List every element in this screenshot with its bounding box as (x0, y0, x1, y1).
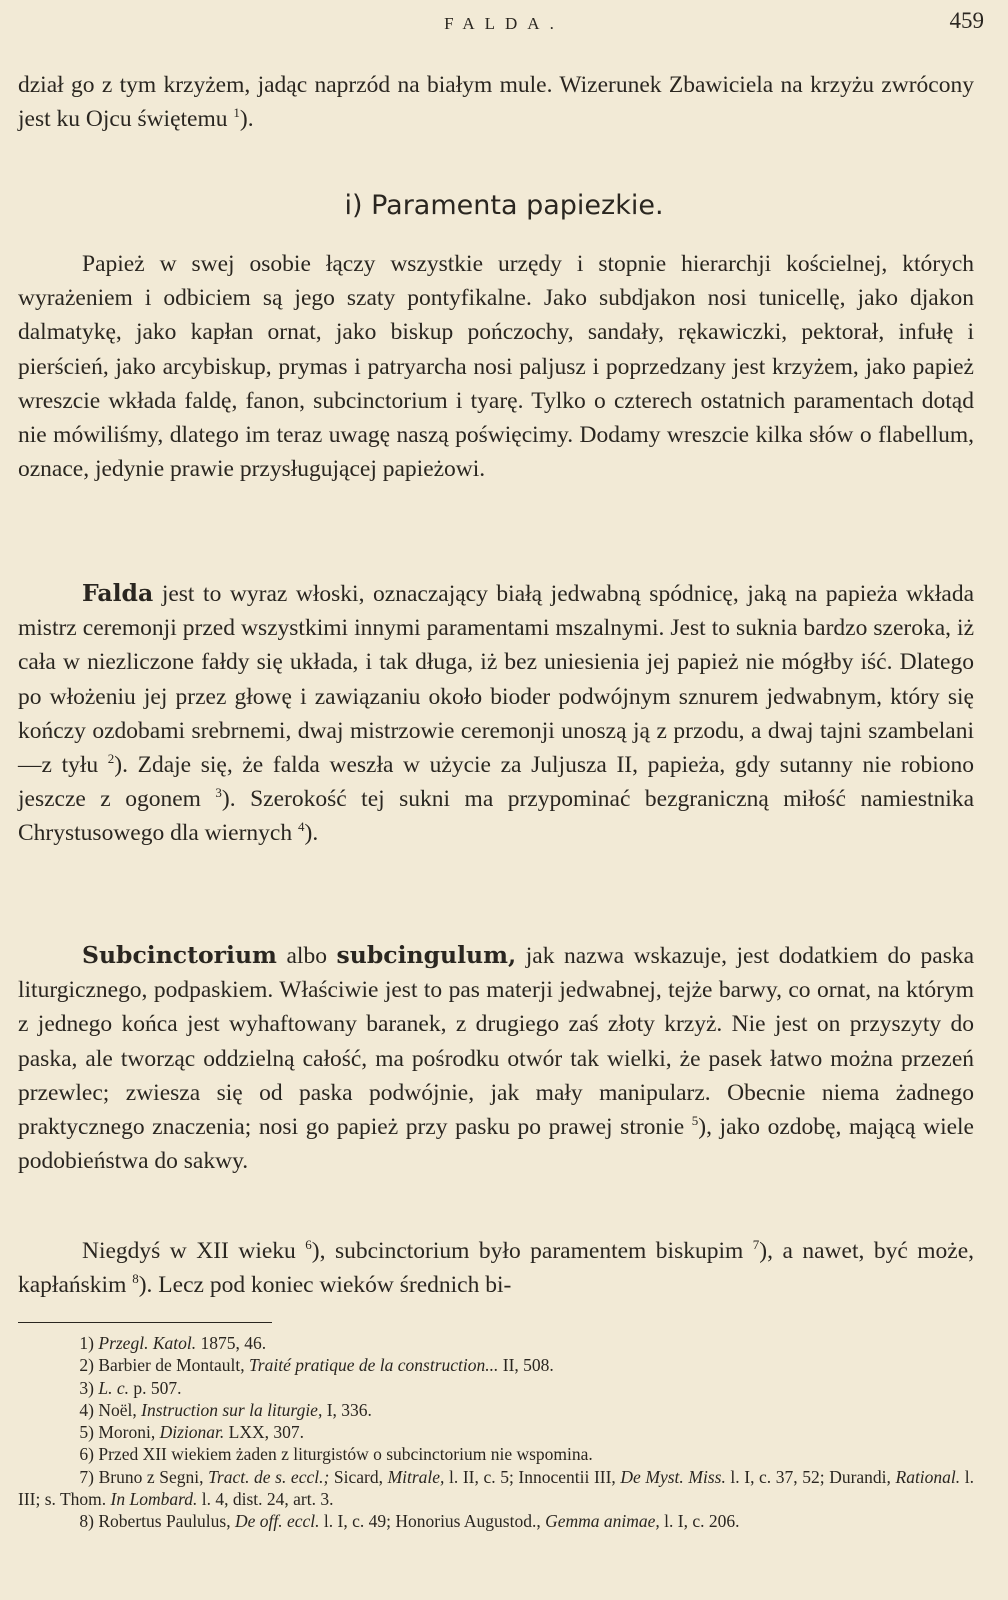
footnote-ref-7[interactable]: 7 (752, 1237, 760, 1253)
footnote-mark: 7) (79, 1466, 94, 1487)
footnote-text: Moroni, (98, 1422, 160, 1443)
footnote-title: De Myst. Miss. (620, 1466, 726, 1487)
footnote-title: Przegl. Katol. (98, 1333, 197, 1353)
footnote-text: Sicard, (329, 1466, 388, 1487)
footnote-title: De off. eccl. (234, 1511, 320, 1532)
term-falda: Falda (82, 579, 154, 607)
footnote-ref-3[interactable]: 3 (215, 785, 222, 801)
intro-text: dział go z tym krzyżem, jadąc naprzód na białym mule. Wizerunek Zbawiciela na krzyżu zwrócony jest ku Ojcu świętemu (18, 72, 974, 133)
footnote-7 (18, 1466, 974, 1511)
footnote-ref: II, 508. (498, 1355, 554, 1376)
footnote-text: l. I, c. 206. (659, 1511, 740, 1532)
footnote-8 (18, 1510, 974, 1532)
term-subcinctorium: Subcinctorium (82, 941, 277, 969)
footnote-text: l. I, c. 49; Honorius Augustod., (319, 1511, 546, 1532)
footnote-title: Traité pratique de la construction... (249, 1355, 499, 1376)
footnotes (18, 1332, 974, 1533)
footnote-text: Bruno z Segni, (98, 1466, 209, 1487)
footnote-text: l. III; s. Thom. (18, 1466, 974, 1510)
page-number: 459 (949, 8, 984, 33)
footnote-5 (18, 1421, 974, 1443)
footnote-title: Dizionar. (159, 1422, 225, 1443)
falda-text-c: ). Szerokość tej sukni ma przypominać bezgraniczną miłość namiestnika Chrystusowego dla wiernych (18, 786, 975, 847)
footnote-title: Mitrale, (387, 1466, 445, 1487)
niegdys-text-c: ), a nawet, być może, kapłańskim (18, 1238, 975, 1299)
subcinctorium-text-b: ), jako ozdobę, mającą wiele podobieństwa do sakwy. (18, 1114, 974, 1175)
footnote-title: Tract. de s. eccl.; (208, 1466, 330, 1487)
footnote-divider (18, 1322, 272, 1323)
footnote-mark: 1) (79, 1333, 94, 1353)
paragraph-falda (18, 576, 974, 851)
subcinctorium-albo: albo (286, 943, 327, 969)
footnote-title: Rational. (895, 1466, 961, 1487)
footnote-title: Gemma animae, (545, 1511, 660, 1532)
paragraph-niegdys (18, 1234, 974, 1302)
footnote-text: l. 4, dist. 24, art. 3. (197, 1489, 334, 1510)
footnote-1 (18, 1332, 974, 1354)
falda-text-d: ). (304, 820, 319, 847)
footnote-text: Przed XII wiekiem żaden z liturgistów o subcinctorium nie wspomina. (98, 1444, 593, 1465)
footnote-ref-2[interactable]: 2 (107, 751, 115, 767)
footnote-4 (18, 1399, 974, 1421)
footnote-text: l. I, c. 37, 52; Durandi, (725, 1466, 896, 1487)
footnote-text: Robertus Paululus, (98, 1511, 235, 1532)
footnote-title: Instruction sur la liturgie, (141, 1399, 323, 1420)
footnote-2 (18, 1354, 974, 1376)
footnote-ref: LXX, 307. (224, 1422, 305, 1443)
footnote-mark: 3) (79, 1377, 94, 1398)
footnote-ref-6[interactable]: 6 (305, 1237, 312, 1253)
paragraph-paramenta (18, 247, 974, 486)
footnote-text: Barbier de Montault, (98, 1355, 250, 1376)
footnote-text: l. II, c. 5; Innocentii III, (444, 1466, 621, 1487)
footnote-mark: 4) (79, 1399, 94, 1420)
term-subcingulum: subcingulum, (336, 941, 517, 969)
intro-paragraph (18, 68, 974, 136)
paragraph-subcinctorium (18, 938, 974, 1178)
footnote-title: L. c. (98, 1377, 129, 1398)
footnote-mark: 8) (79, 1511, 94, 1532)
footnote-ref-5[interactable]: 5 (691, 1113, 699, 1129)
footnote-ref: p. 507. (129, 1377, 182, 1398)
footnote-title: In Lombard. (110, 1489, 198, 1510)
falda-text-b: ). Zdaje się, że falda weszła w użycie za Juljusza II, papieża, gdy sutanny nie robiono jeszcze z ogonem (18, 752, 974, 813)
footnote-ref-1[interactable]: 1 (233, 105, 240, 121)
intro-end: ). (239, 106, 254, 133)
footnote-3 (18, 1377, 974, 1399)
subcinctorium-text-a: jak nazwa wskazuje, jest dodatkiem do paska liturgicznego, podpaskiem. Właściwie jest to pas materji jedwabnej, tejże barwy, co ornat, na którym z jednego końca jest wyhaftowany baranek, z drugiego zaś złoty krzyż. Nie jest on przyszyty do paska, ale tworząc oddzielną całość, ma pośrodku otwór tak wielki, że pasek łatwo można przezeń przewlec; zwiesza się od paska podwójnie, jak mały manipularz. Obecnie niema żadnego praktycznego znaczenia; nosi go papież przy pasku po prawej stronie (18, 943, 975, 1141)
footnote-mark: 6) (79, 1444, 94, 1465)
section-title: i) Paramenta papiezkie. (344, 190, 664, 221)
footnote-text: Noël, (98, 1399, 142, 1420)
footnote-ref: I, 336. (322, 1399, 372, 1420)
footnote-mark: 5) (79, 1422, 94, 1443)
niegdys-text-b: ), subcinctorium było paramentem biskupim (311, 1238, 744, 1264)
footnote-6 (18, 1443, 974, 1465)
footnote-ref: 1875, 46. (196, 1333, 267, 1353)
niegdys-text-a: Niegdyś w XII wieku (82, 1238, 296, 1264)
niegdys-text-d: ). Lecz pod koniec wieków średnich bi- (138, 1272, 512, 1299)
falda-text-a: jest to wyraz włoski, oznaczający białą jedwabną spódnicę, jaką na papieża wkłada mistrz ceremonji przed wszystkimi innymi paramentami mszalnymi. Jest to suknia bardzo szeroka, iż cała w niezliczone fałdy się układa, i tak długa, iż bez uniesienia jej papież nie mógłby iść. Dlatego po włożeniu jej przez głowę i zawiązaniu około bioder podwójnym sznurem jedwabnym, który się kończy ozdobami srebrnemi, dwaj mistrzowie ceremonji unoszą ją z przodu, a dwaj tajni szambelani—z tyłu (18, 581, 975, 779)
paragraph-paramenta-text: Papież w swej osobie łączy wszystkie urzędy i stopnie hierarchji kościelnej, których wyrażeniem i odbiciem są jego szaty pontyfikalne. Jako subdjakon nosi tunicellę, jako djakon dalmatykę, jako kapłan ornat, jako biskup pończochy, sandały, rękawiczki, pektorał, infułę i pierścień, jako arcybiskup, prymas i patryarcha nosi paljusz i poprzedzany jest krzyżem, jako papież wreszcie wkłada faldę, fanon, subcinctorium i tyarę. Tylko o czterech ostatnich paramentach dotąd nie mówiliśmy, dlatego im teraz uwagę naszą poświęcimy. Dodamy wreszcie kilka słów o flabellum, oznace, jedynie prawie przysługującej papieżowi. (18, 251, 974, 483)
footnote-ref-8[interactable]: 8 (132, 1271, 139, 1287)
footnote-ref-4[interactable]: 4 (298, 819, 305, 835)
footnote-mark: 2) (79, 1355, 94, 1376)
running-header: FALDA. (444, 14, 564, 33)
